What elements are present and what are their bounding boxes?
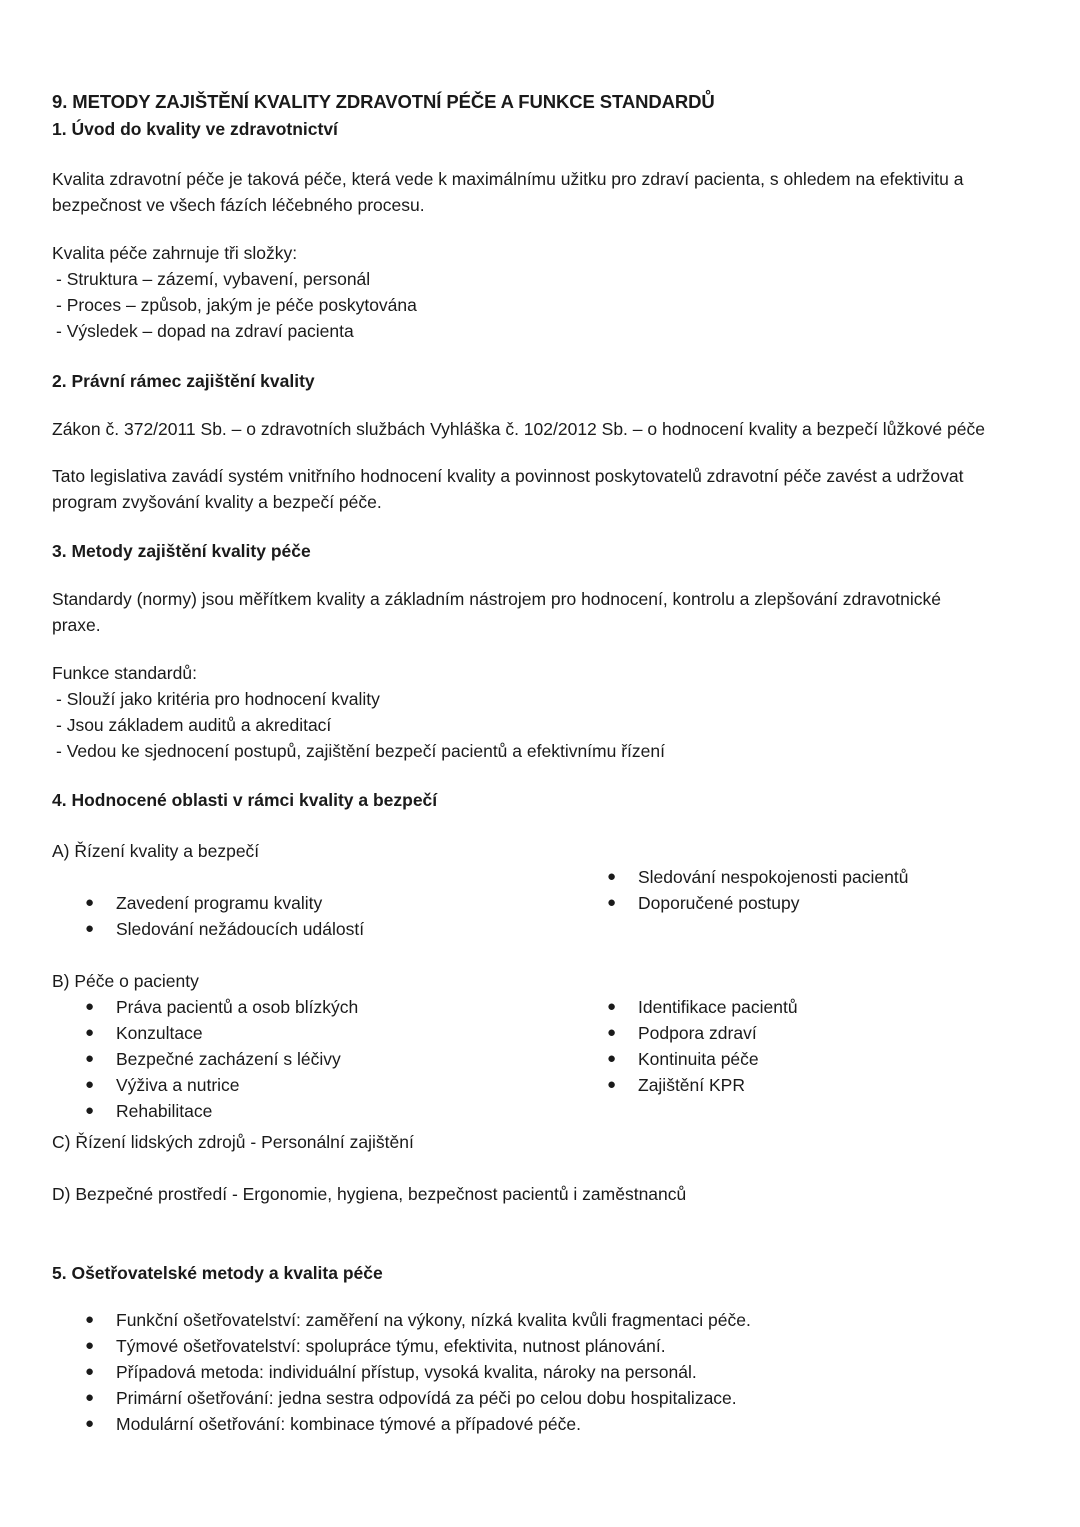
bullet-icon: ● (85, 1076, 95, 1093)
bullet-icon: ● (85, 1363, 95, 1380)
nursing-methods-list (85, 1307, 751, 1437)
bullet-icon: ● (85, 998, 95, 1015)
list-item (85, 1046, 358, 1072)
list-item: - Výsledek – dopad na zdraví pacienta (56, 321, 354, 341)
bullet-icon: ● (607, 998, 617, 1015)
list-item (607, 1020, 798, 1046)
bullet-icon: ● (85, 1337, 95, 1354)
list-item: - Slouží jako kritéria pro hodnocení kvality (56, 689, 380, 709)
components-intro: Kvalita péče zahrnuje tři složky: (52, 243, 298, 263)
list-item (85, 1098, 358, 1124)
bullet-icon: ● (85, 920, 95, 937)
section-2-heading: 2. Právní rámec zajištění kvality (52, 371, 315, 391)
list-item (85, 1411, 751, 1437)
list-item-text: Sledování nespokojenosti pacientů (638, 867, 909, 887)
functions-intro: Funkce standardů: (52, 663, 197, 683)
list-item-text: Zavedení programu kvality (116, 893, 323, 913)
list-item-text: Funkční ošetřovatelství: zaměření na výkony, nízká kvalita kvůli fragmentaci péče. (116, 1310, 751, 1330)
paragraph-line: Standardy (normy) jsou měřítkem kvality a základním nástrojem pro hodnocení, kontrolu a zlepšování zdravotnické (52, 589, 942, 609)
list-item (85, 1307, 751, 1333)
list-item: - Struktura – zázemí, vybavení, personál (56, 269, 371, 289)
list-item: - Proces – způsob, jakým je péče poskytována (56, 295, 417, 315)
area-c-label: C) Řízení lidských zdrojů - Personální zajištění (52, 1132, 414, 1152)
section-3-heading: 3. Metody zajištění kvality péče (52, 541, 311, 561)
laws-line: Zákon č. 372/2011 Sb. – o zdravotních službách Vyhláška č. 102/2012 Sb. – o hodnocení kvality a bezpečí lůžkové péče (52, 419, 985, 439)
area-a-list-left (85, 890, 364, 942)
list-item (85, 890, 364, 916)
paragraph-line: Kvalita zdravotní péče je taková péče, která vede k maximálnímu užitku pro zdraví pacienta, s ohledem na efektivitu a (52, 169, 964, 189)
section-1-heading: 1. Úvod do kvality ve zdravotnictví (52, 119, 338, 139)
paragraph-line: bezpečnost ve všech fázích léčebného procesu. (52, 195, 425, 215)
bullet-icon: ● (85, 1311, 95, 1328)
bullet-icon: ● (85, 894, 95, 911)
list-item-text: Konzultace (116, 1023, 203, 1043)
list-item (85, 1385, 751, 1411)
list-item (85, 1072, 358, 1098)
list-item (607, 1046, 798, 1072)
list-item-text: Týmové ošetřovatelství: spolupráce týmu, efektivita, nutnost plánování. (116, 1336, 666, 1356)
area-d-label: D) Bezpečné prostředí - Ergonomie, hygiena, bezpečnost pacientů i zaměstnanců (52, 1184, 687, 1204)
area-a-list-right (607, 864, 908, 916)
list-item (85, 994, 358, 1020)
bullet-icon: ● (85, 1102, 95, 1119)
paragraph-line: program zvyšování kvality a bezpečí péče. (52, 492, 382, 512)
bullet-icon: ● (607, 894, 617, 911)
list-item-text: Identifikace pacientů (638, 997, 798, 1017)
list-item-text: Práva pacientů a osob blízkých (116, 997, 359, 1017)
bullet-icon: ● (85, 1024, 95, 1041)
list-item (607, 994, 798, 1020)
list-item (607, 890, 908, 916)
list-item-text: Zajištění KPR (638, 1075, 745, 1095)
bullet-icon: ● (85, 1050, 95, 1067)
bullet-icon: ● (85, 1389, 95, 1406)
bullet-icon: ● (85, 1415, 95, 1432)
bullet-icon: ● (607, 1024, 617, 1041)
area-b-label: B) Péče o pacienty (52, 971, 199, 991)
area-b-list-right (607, 994, 798, 1098)
section-5-heading: 5. Ošetřovatelské metody a kvalita péče (52, 1263, 383, 1283)
list-item-text: Podpora zdraví (638, 1023, 757, 1043)
list-item (85, 1359, 751, 1385)
section-3-paragraph (52, 586, 1040, 638)
list-item: - Vedou ke sjednocení postupů, zajištění bezpečí pacientů a efektivnímu řízení (56, 741, 665, 761)
list-item (607, 1072, 798, 1098)
list-item-text: Sledování nežádoucích událostí (116, 919, 365, 939)
list-item: - Jsou základem auditů a akreditací (56, 715, 332, 735)
list-item-text: Případová metoda: individuální přístup, vysoká kvalita, nároky na personál. (116, 1362, 697, 1382)
section-1-paragraph (52, 166, 1040, 218)
list-item-text: Modulární ošetřování: kombinace týmové a případové péče. (116, 1414, 581, 1434)
standards-functions (52, 660, 1040, 764)
quality-components (52, 240, 1040, 344)
area-b-list-left (85, 994, 358, 1124)
section-4-heading: 4. Hodnocené oblasti v rámci kvality a bezpečí (52, 790, 438, 810)
list-item-text: Primární ošetřování: jedna sestra odpovídá za péči po celou dobu hospitalizace. (116, 1388, 737, 1408)
bullet-icon: ● (607, 1076, 617, 1093)
list-item (85, 1333, 751, 1359)
document-title: 9. METODY ZAJIŠTĚNÍ KVALITY ZDRAVOTNÍ PÉČE A FUNKCE STANDARDŮ (52, 91, 715, 112)
list-item (85, 1020, 358, 1046)
list-item-text: Kontinuita péče (638, 1049, 759, 1069)
section-2-paragraph (52, 463, 1040, 515)
list-item (607, 864, 908, 890)
list-item-text: Doporučené postupy (638, 893, 800, 913)
paragraph-line: Tato legislativa zavádí systém vnitřního hodnocení kvality a povinnost poskytovatelů zdravotní péče zavést a udržovat (52, 466, 964, 486)
area-a-label: A) Řízení kvality a bezpečí (52, 841, 260, 861)
list-item (85, 916, 364, 942)
list-item-text: Bezpečné zacházení s léčivy (116, 1049, 341, 1069)
bullet-icon: ● (607, 868, 617, 885)
bullet-icon: ● (607, 1050, 617, 1067)
list-item-text: Rehabilitace (116, 1101, 213, 1121)
paragraph-line: praxe. (52, 615, 101, 635)
list-item-text: Výživa a nutrice (116, 1075, 240, 1095)
